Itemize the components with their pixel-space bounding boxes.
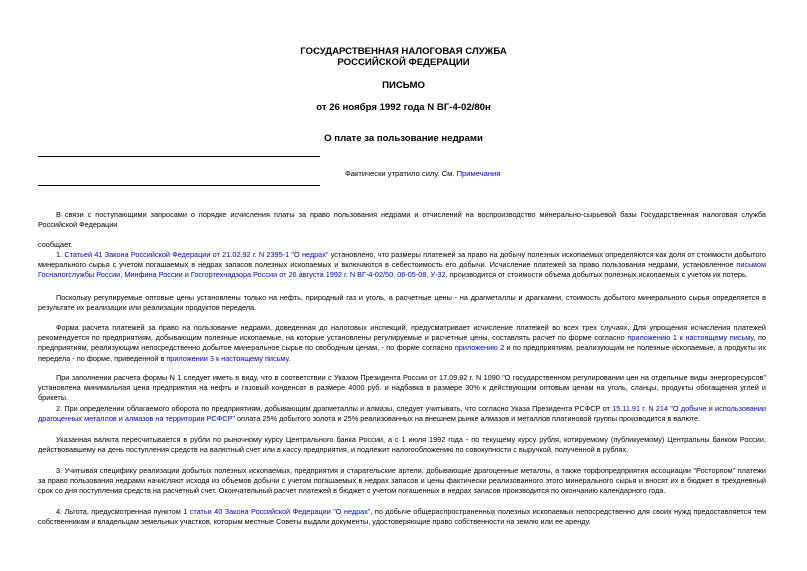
appendix-3-link[interactable]: приложении 3 к настоящему письму xyxy=(166,353,289,363)
appendix-2-link[interactable]: приложению 2 xyxy=(454,343,505,353)
paragraph-item-2: 2. При определении облагаемого оборота по предприятиям, добывающим драгметаллы и алмазы, следует учитывать, что согласно Указа Президента РСФСР от 15.11.91 г. N 214 "О добыче и использовании драгоценных металлов и алмазов на территории РСФСР" оплата 25% добытого золота и 25% реализованных на внешнем рынке алмазов и металлов платиновой группы производится в валюте. xyxy=(38,404,766,424)
notes-link[interactable]: Примечания xyxy=(456,169,501,178)
paragraph-regulated-prices: Поскольку регулируемые оптовые цены установлены только на нефть, природный газ и уголь, а расчетные цены - на драгметаллы и драгкамни, стоимость добытого минерального сырья определяется в результате их реализации или реализации продуктов передела. xyxy=(38,293,766,313)
document-type: ПИСЬМО xyxy=(382,80,425,91)
document-subject: О плате за пользование недрами xyxy=(324,133,483,144)
paragraph-item-3: 3. Учитывая специфику реализации добытых полезных ископаемых, предприятия и старательские артели, добывающие драгоценные металлы, а также торфопредприятия ассоциации "Росторпом" платежи за право пользования недрами начисляют исходя из объемов добычи с учетом погашаемых в недрах запасов и цены фактически реализованного этого минерального сырья и вносят их в бюджет в трехдневный срок со дня поступления средств на расчетный счет. Окончательный расчет платежей в бюджет с учетом погашенных в недрах запасов производится по окончанию календарного года. xyxy=(38,466,766,496)
org-name-line2: РОССИЙСКОЙ ФЕДЕРАЦИИ xyxy=(337,57,470,68)
org-name-line1: ГОСУДАРСТВЕННАЯ НАЛОГОВАЯ СЛУЖБА xyxy=(300,46,507,57)
paragraph-item-1: 1. Статьей 41 Закона Российской Федерации от 21.02.92 г. N 2395-1 "О недрах" установлено, что размеры платежей за право на добычу полезных ископаемых определяются как доля от стоимости добытого минерального сырья с учетом погашаемых в недрах запасов полезных ископаемых и включаются в себестоимость его добычи. Исчисление платежей за право пользования недрами, установленное письмом Госналогслужбы России, Минфина России и Госгортехнадзора России от 26 августа 1992 г. N ВГ-4-02/50, 06-05-08, У-32, производится от стоимости объема добытых полезных ископаемых с учетом их потерь. xyxy=(38,250,766,280)
paragraph-form-1-notes: При заполнении расчета формы N 1 следует иметь в виду, что в соответствии с Указом Президента России от 17.09.92 г. N 1090 "О государственном регулировании цен на отдельные виды энергоресурсов" установлена минимальная цена предприятия на нефть и газовый конденсат в размере 4000 руб. и надбавка в размере 30% к действующим оптовым ценам на уголь, сланцы, продукты обогащения углей и брикеты. xyxy=(38,373,766,403)
status-note-text: Фактически утратило силу. См. xyxy=(345,169,457,178)
paragraph-calculation-form: Форма расчета платежей за право на пользование недрами, доведенная до налоговых инспекций, предусматривает исчисление платежей во всех трех случаях. Для упрощения исчисления платежей рекомендуется по предприятиям, добывающим полезные ископаемые, на которые установлены регулируемые и расчетные цены, составлять расчет по форме согласно приложению 1 к настоящему письму, по предприятиям, реализующим непосредственно добытое минеральное сырье по свободным ценам, - по форме согласно приложению 2 и по предприятиям, реализующим не полезные ископаемые, а продукты их передела - по форме, приведенной в приложении 3 к настоящему письму. xyxy=(38,323,766,363)
status-note xyxy=(345,169,500,179)
divider-bottom xyxy=(38,185,320,186)
paragraph-currency-conversion: Указанная валюта пересчитывается в рубли по рыночному курсу Центрального банка России, а с 1 июля 1992 года - по текущему курсу рубля, котируемому (публикуемому) Центральны банком России, действовавшему на день поступления средств на валютный счет или в кассу предприятия, и подлежит налогообложению по совокупности с выручкой, полученной в рублях. xyxy=(38,435,766,455)
paragraph-intro: В связи с поступающими запросами о порядке исчисления платы за право пользования недрами и отчислений на воспроизводство минерально-сырьевой базы Государственная налоговая служба Российской Федерации xyxy=(38,210,766,230)
divider-top xyxy=(38,156,320,157)
decree-214-link[interactable]: 15.11.91 г. N 214 "О добыче и использовании драгоценных металлов и алмазов на территории РСФСР" xyxy=(38,404,766,424)
law-article-41-link[interactable]: Статьей 41 Закона Российской Федерации от 21.02.92 г. N 2395-1 "О недрах" xyxy=(64,250,329,259)
document-date-number: от 26 ноября 1992 года N ВГ-4-02/80н xyxy=(316,102,491,113)
law-article-40-link[interactable]: статьи 40 Закона Российской Федерации "О недрах" xyxy=(189,507,371,516)
appendix-1-link[interactable]: приложению 1 к настоящему письму xyxy=(627,333,754,343)
paragraph-reports: сообщает. xyxy=(38,240,73,249)
paragraph-item-4: 4. Льгота, предусмотренная пунктом 1 статьи 40 Закона Российской Федерации "О недрах", по добыче общераспространенных полезных ископаемых непосредственно для своих нужд предоставляется тем собственникам и владельцам земельных участков, которым местные Советы выдали документы, удостоверяющие право собственности на землю или ее аренду. xyxy=(38,507,766,527)
letter-vg-4-02-50-link[interactable]: письмом Госналогслужбы России, Минфина России и Госгортехнадзора России от 26 августа 1992 г. N ВГ-4-02/50, 06-05-08, У-32 xyxy=(38,260,766,280)
